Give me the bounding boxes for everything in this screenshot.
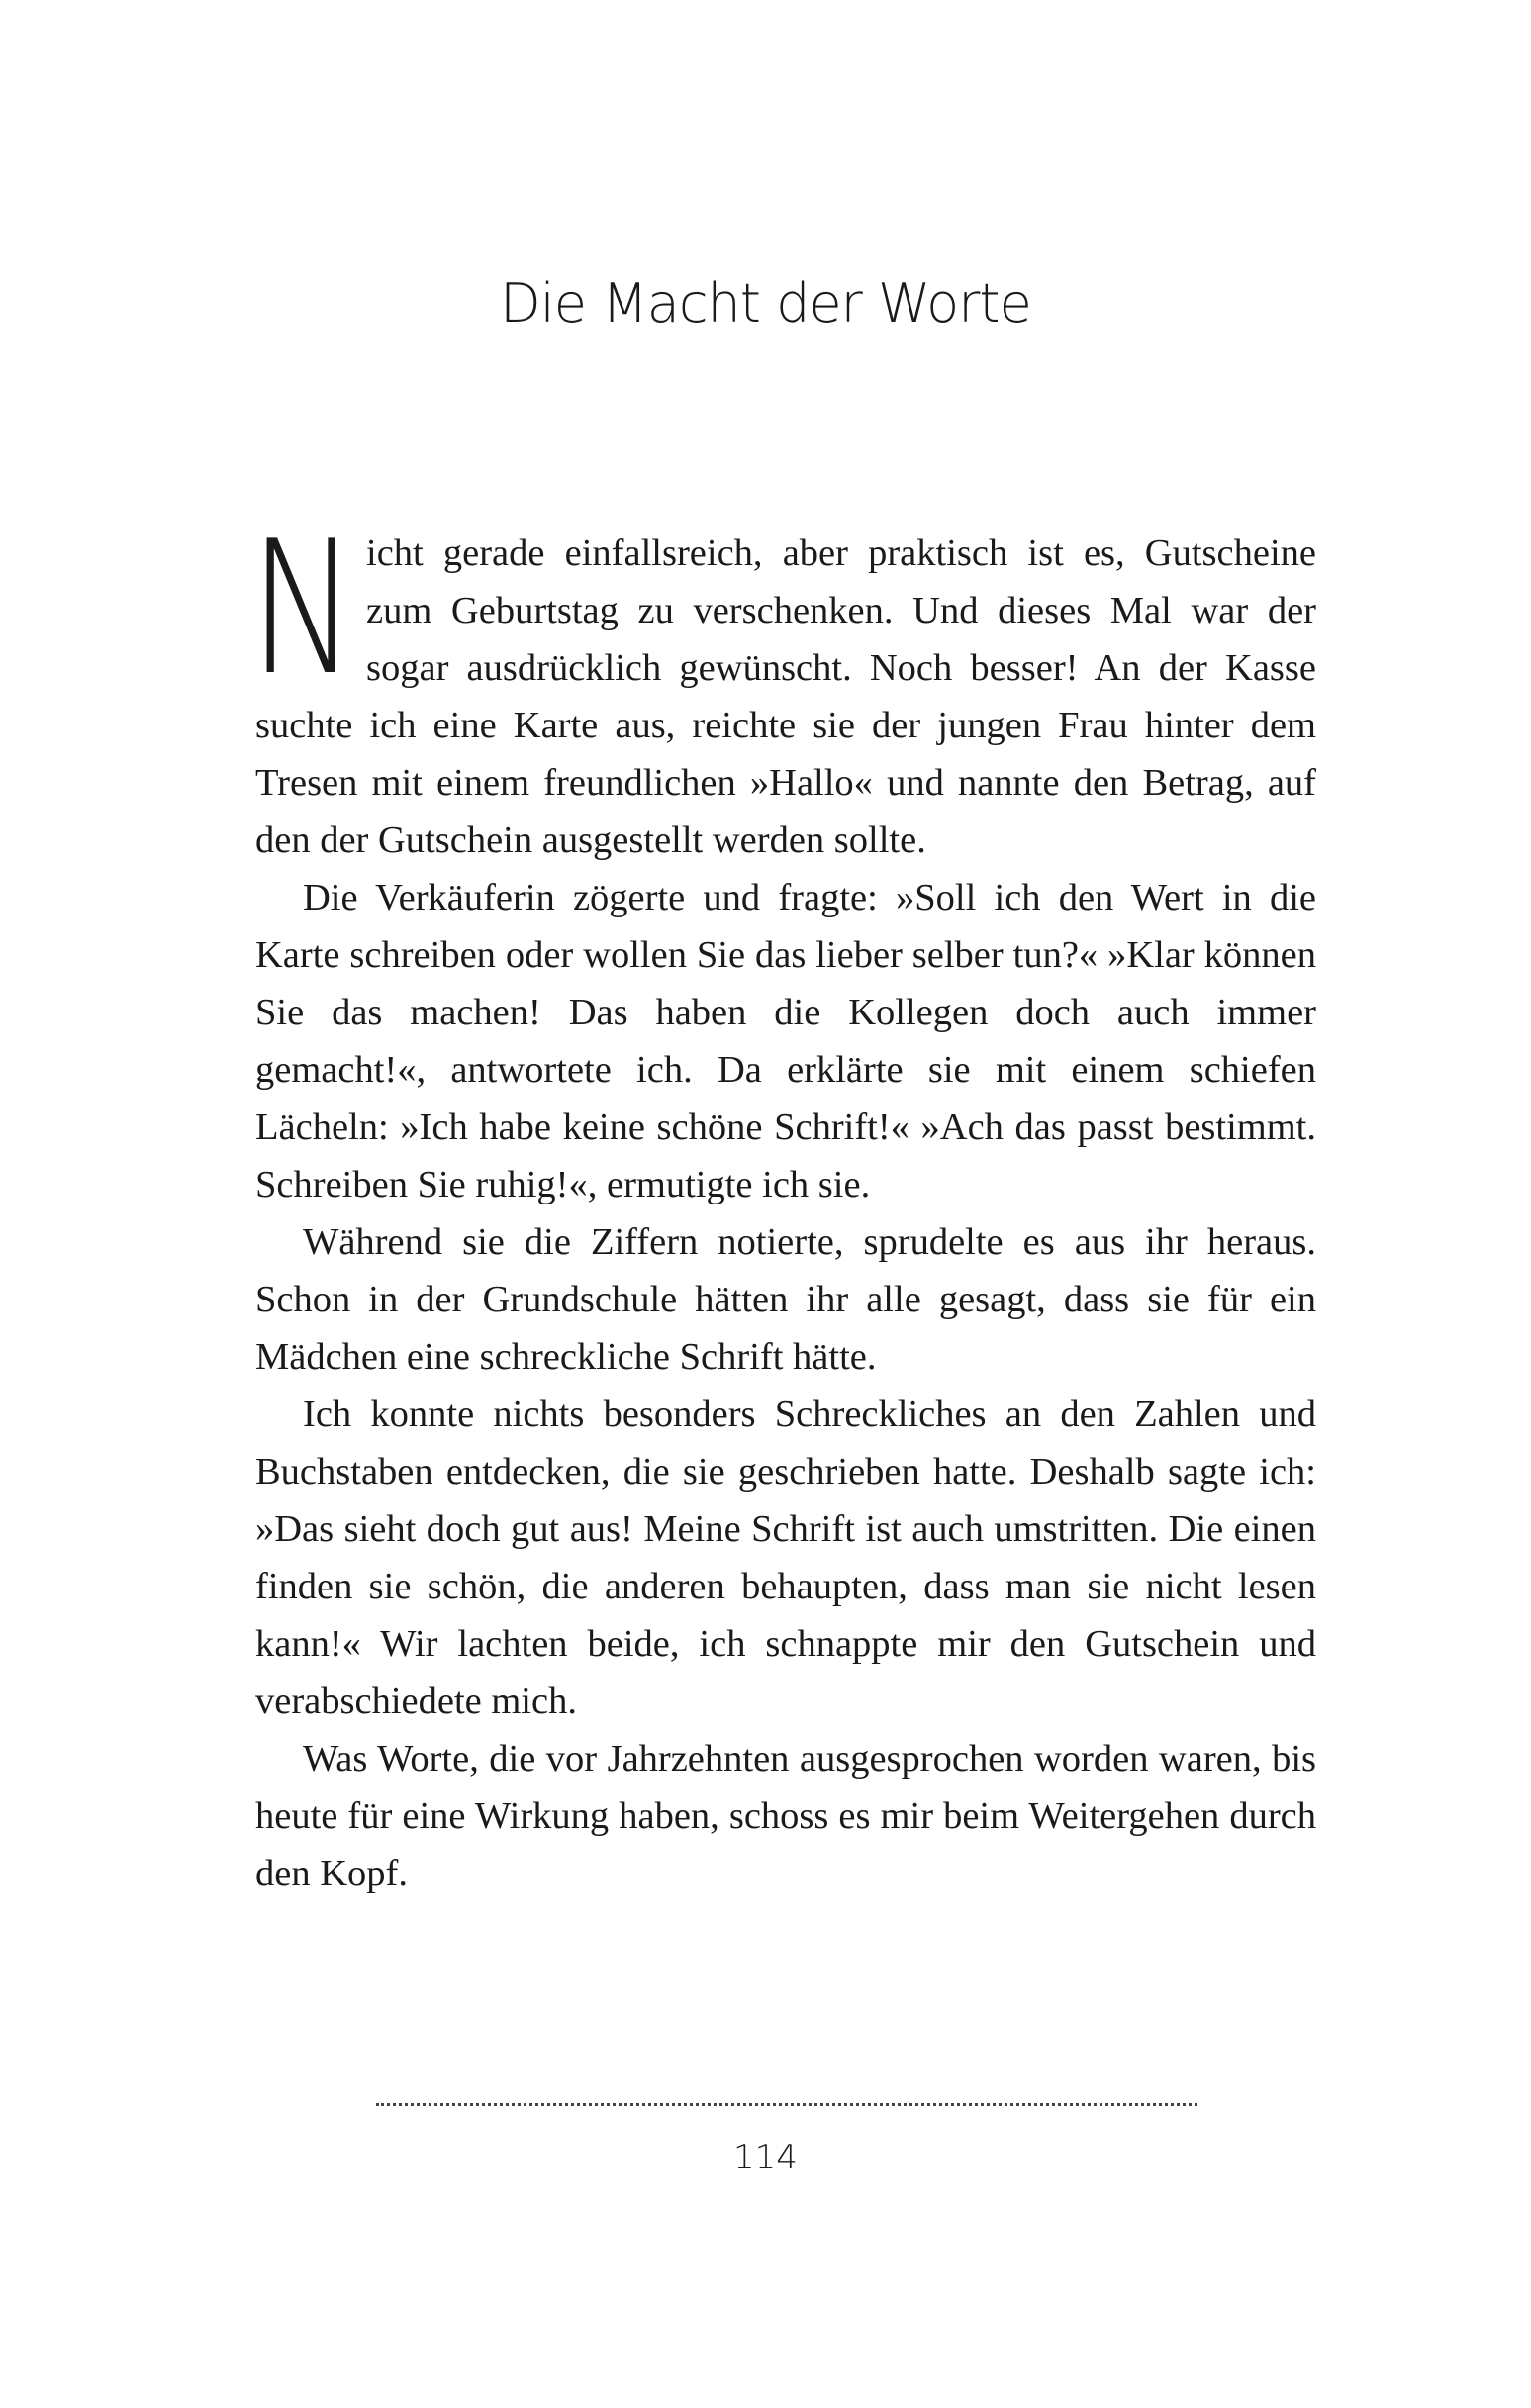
chapter-title: Die Macht der Worte (500, 272, 1031, 335)
paragraph-1 (249, 501, 1316, 869)
chapter-body (249, 501, 1316, 1902)
paragraph-4: Ich konnte nichts besonders Schreckliches an den Zahlen und Buchstaben entdecken, die sie geschrieben hatte. Deshalb sagte ich: »Das sieht doch gut aus! Meine Schrift ist auch umstritten. Die einen finden sie schön, die anderen behaupten, dass man sie nicht lesen kann!« Wir lachten beide, ich schnappte mir den Gutschein und verabschiedete mich. (255, 1394, 1316, 1722)
paragraph-2: Die Verkäuferin zögerte und fragte: »Soll ich den Wert in die Karte schreiben oder wollen Sie das lieber selber tun?« »Klar können Sie das machen! Das haben die Kollegen doch auch immer gemacht!«, antwortete ich. Da erklärte sie mit einem schiefen Lächeln: »Ich habe keine schöne Schrift!« »Ach das passt bestimmt. Schreiben Sie ruhig!«, ermutigte ich sie. (255, 877, 1316, 1205)
paragraph-3: Während sie die Ziffern notierte, sprudelte es aus ihr heraus. Schon in der Grundschule hätten ihr alle gesagt, dass sie für ein Mädchen eine schreckliche Schrift hätte. (255, 1221, 1316, 1378)
page-number: 114 (733, 2138, 798, 2177)
paragraph-5: Was Worte, die vor Jahrzehnten ausgesprochen worden waren, bis heute für eine Wirkung haben, schoss es mir beim Weitergehen durch den Kopf. (255, 1738, 1316, 1894)
drop-cap: N (249, 501, 357, 716)
footer-divider (376, 2103, 1197, 2106)
paragraph-1-text: icht gerade einfallsreich, aber praktisch ist es, Gutscheine zum Geburtstag zu verschenken. Und dieses Mal war der sogar ausdrücklich gewünscht. Noch besser! An der Kasse suchte ich eine Karte aus, reichte sie der jungen Frau hinter dem Tresen mit einem freundlichen »Hallo« und nannte den Betrag, auf den der Gutschein ausgestellt werden sollte. (255, 532, 1316, 861)
